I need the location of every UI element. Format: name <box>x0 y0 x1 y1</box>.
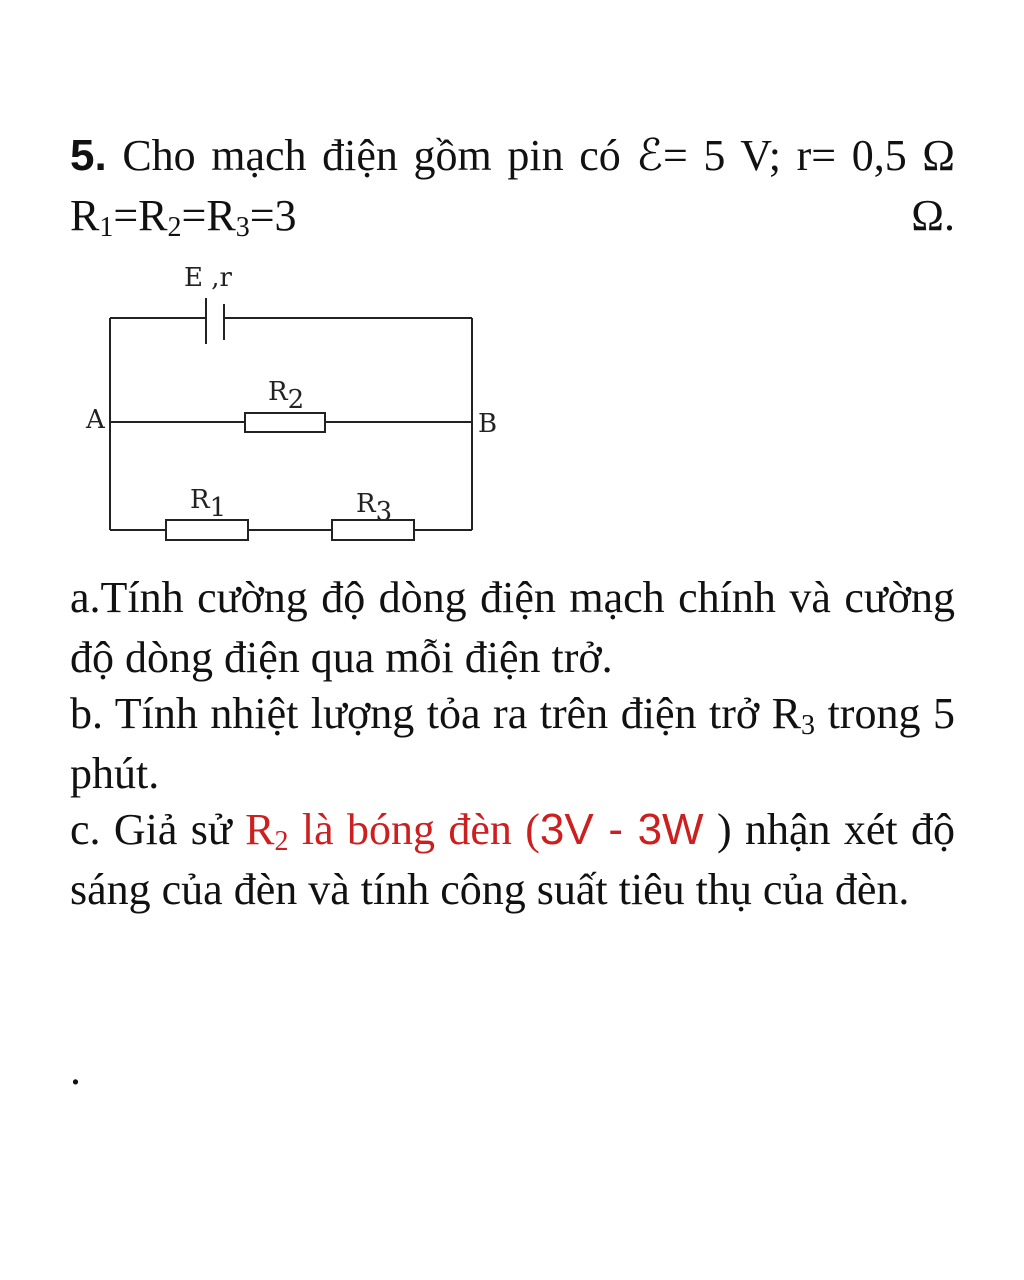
resistor-r2 <box>245 413 325 432</box>
r3-label: R3 <box>356 489 393 527</box>
r1-label: R1 <box>190 485 227 523</box>
resistor-r3 <box>332 520 414 540</box>
question-part-c: c. Giả sử $R_2$ là bóng đèn (3V - 3W ) nhận xét độ sáng của đèn và tính công suất tiêu thụ của đèn. <box>70 805 956 914</box>
problem-number: 5. <box>70 131 107 180</box>
resistor-r1 <box>166 520 248 540</box>
question-part-a: a.Tính cường độ dòng điện mạch chính và cường độ dòng điện qua mỗi điện trở. <box>70 573 955 682</box>
emf-symbol: ℰ <box>636 131 663 180</box>
circuit-diagram <box>80 258 520 548</box>
trailing-dot: . <box>70 1045 81 1094</box>
node-a-label: A <box>86 405 105 435</box>
highlight-r2: $R_2$ là bóng đèn (3V - 3W <box>245 805 704 857</box>
r2-label: R2 <box>268 377 305 415</box>
node-b-label: B <box>478 409 498 439</box>
problem-statement: 5. Cho mạch điện gồm pin có ℰ= 5 V; r= 0,5 Ω $R_1=R_2=R_3=3$ Ω. <box>70 131 955 243</box>
lamp-spec: 3V - 3W <box>539 805 704 854</box>
source-label: E ,r <box>184 263 232 293</box>
question-part-b: b. Tính nhiệt lượng tỏa ra trên điện trở $R_3$ trong 5 phút. <box>70 689 955 798</box>
